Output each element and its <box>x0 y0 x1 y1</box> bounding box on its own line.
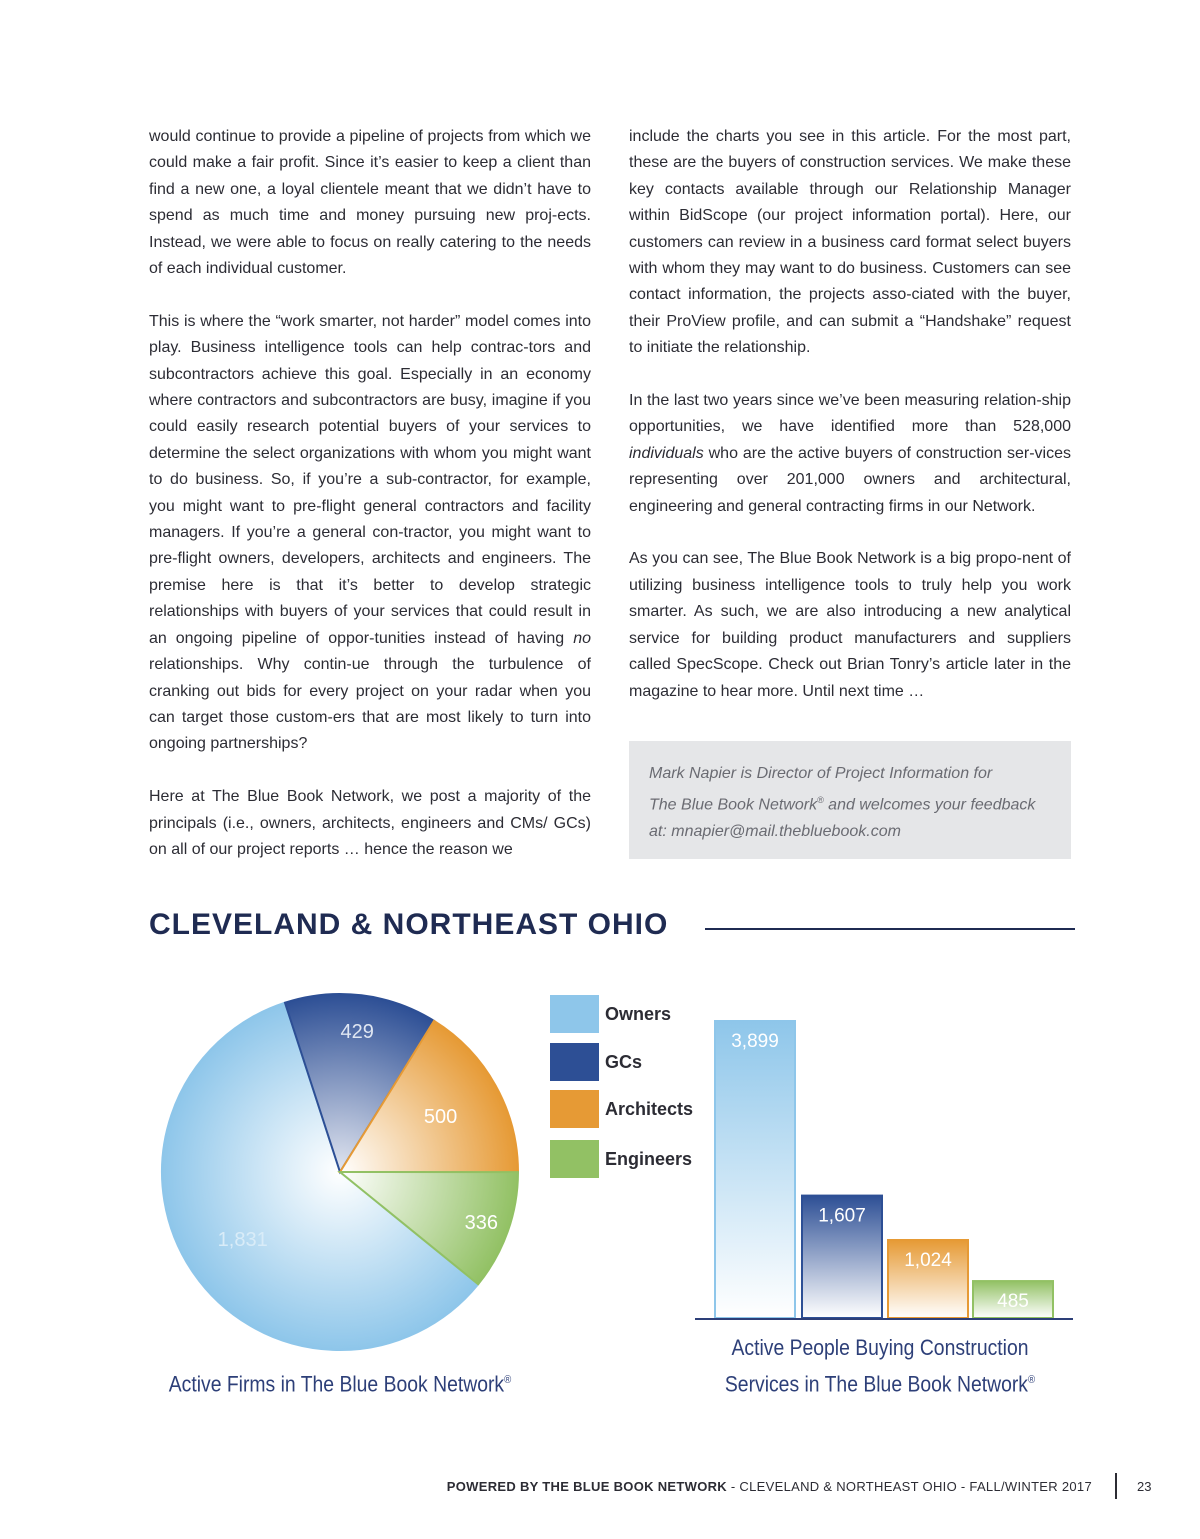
caption-text: Services in The Blue Book Network <box>724 1371 1028 1397</box>
footer-issue: - CLEVELAND & NORTHEAST OHIO - FALL/WINTER 2017 <box>726 1479 1092 1494</box>
paragraph: Here at The Blue Book Network, we post a majority of the principals (i.e., owners, architects, engineers and CMs/ GCs) on all of our project reports … hence the reason we <box>149 788 591 858</box>
paragraph-text: This is where the “work smarter, not harder” model comes into play. Business intelligence tools can help contrac-tors and subcontractors achieve this goal. Especially in an economy where contractors and subcontractors are busy, imagine if you could easily research potential buyers of your services to determine the select organizations with whom you might want to do business. So, if you’re a sub-contractor, for example, you might want to pre-flight general contractors and facility managers. If you’re a general con-tractor, you might want to pre-flight owners, developers, architects and engineers. The premise here is that it’s better to develop strategic relationships with buyers of your services that could result in an ongoing pipeline of oppor-tunities instead of having <box>149 312 591 647</box>
legend-swatch-owners <box>550 995 599 1033</box>
bar-label-engineers: 485 <box>997 1291 1029 1313</box>
legend-swatch-architects <box>550 1090 599 1128</box>
bar-label-architects: 1,024 <box>904 1249 952 1271</box>
page-number: 23 <box>1137 1479 1152 1494</box>
bio-email: at: mnapier@mail.thebluebook.com <box>649 823 901 841</box>
chart-legend <box>550 995 693 1178</box>
caption-line <box>704 1364 1056 1400</box>
footer-brand: POWERED BY THE BLUE BOOK NETWORK <box>446 1479 727 1494</box>
legend-label-architects: Architects <box>605 1099 694 1119</box>
paragraph-text: In the last two years since we’ve been measuring relation-ship opportunities, we have identified more than 528,000 <box>629 392 1071 436</box>
bar-label-gcs: 1,607 <box>818 1205 866 1227</box>
pie-label-architects: 500 <box>423 1106 458 1129</box>
legend-swatch-gcs <box>550 1043 599 1081</box>
pie-label-owners: 1,831 <box>217 1228 268 1251</box>
page-footer <box>447 1479 1092 1494</box>
bar-owners <box>715 1021 795 1318</box>
caption-line: Active People Buying Construction <box>731 1335 1029 1360</box>
pie-chart-caption <box>164 1364 516 1400</box>
caption-text: Active Firms in The Blue Book Network <box>168 1371 505 1397</box>
pie-label-engineers: 336 <box>464 1212 499 1235</box>
paragraph-text: who are the active buyers of construction ser-vices representing over 201,000 owners and architectural, engineering and general contracting firms in our Network. <box>629 444 1071 515</box>
registered-mark: ® <box>1027 1374 1036 1386</box>
paragraph-text: relationships. Why contin-ue through the turbulence of cranking out bids for every project on your radar when you can target those custom-ers that are most likely to turn into ongoing partnerships? <box>149 656 591 753</box>
legend-label-owners: Owners <box>605 1004 672 1024</box>
legend-swatch-engineers <box>550 1140 599 1178</box>
pie-chart <box>162 994 518 1350</box>
bio-text: The Blue Book Network <box>649 796 818 814</box>
legend-label-engineers: Engineers <box>605 1149 693 1169</box>
bio-line: Mark Napier is Director of Project Information for <box>649 765 993 782</box>
paragraph: As you can see, The Blue Book Network is a big propo-nent of utilizing business intelligence tools to truly help you work smarter. As such, we are also introducing a new analytical service for building product manufacturers and suppliers called SpecScope. Check out Brian Tonry’s article later in the magazine to hear more. Until next time … <box>629 550 1071 700</box>
bar-chart-caption <box>704 1331 1056 1400</box>
paragraph: include the charts you see in this article. For the most part, these are the buyers of construction services. We make these key contacts available through our Relationship Manager within BidScope (our project information portal). Here, our customers can review in a business card format select buyers with whom they may want to do business. Customers can see contact information, the projects asso-ciated with the buyer, their ProView profile, and can submit a “Handshake” request to initiate the relationship. <box>629 128 1071 357</box>
legend-label-gcs: GCs <box>605 1052 643 1072</box>
paragraph: would continue to provide a pipeline of projects from which we could make a fair profit. Since it’s easier to keep a client than find a new one, a loyal clientele meant that we didn’t have to spend as much time and money pursuing new proj-ects. Instead, we were able to focus on really catering to the needs of each individual customer. <box>149 128 591 278</box>
footer-divider <box>1115 1473 1117 1499</box>
emphasis: individuals <box>629 444 704 462</box>
emphasis: no <box>573 629 591 647</box>
pie-label-gcs: 429 <box>340 1021 374 1044</box>
registered-mark: ® <box>504 1374 512 1386</box>
bio-text: and welcomes your feedback <box>823 796 1036 814</box>
bar-label-owners: 3,899 <box>731 1031 779 1052</box>
bar-chart <box>695 1021 1073 1319</box>
registered-mark: ® <box>817 795 824 806</box>
section-title: CLEVELAND & NORTHEAST OHIO <box>149 908 669 941</box>
